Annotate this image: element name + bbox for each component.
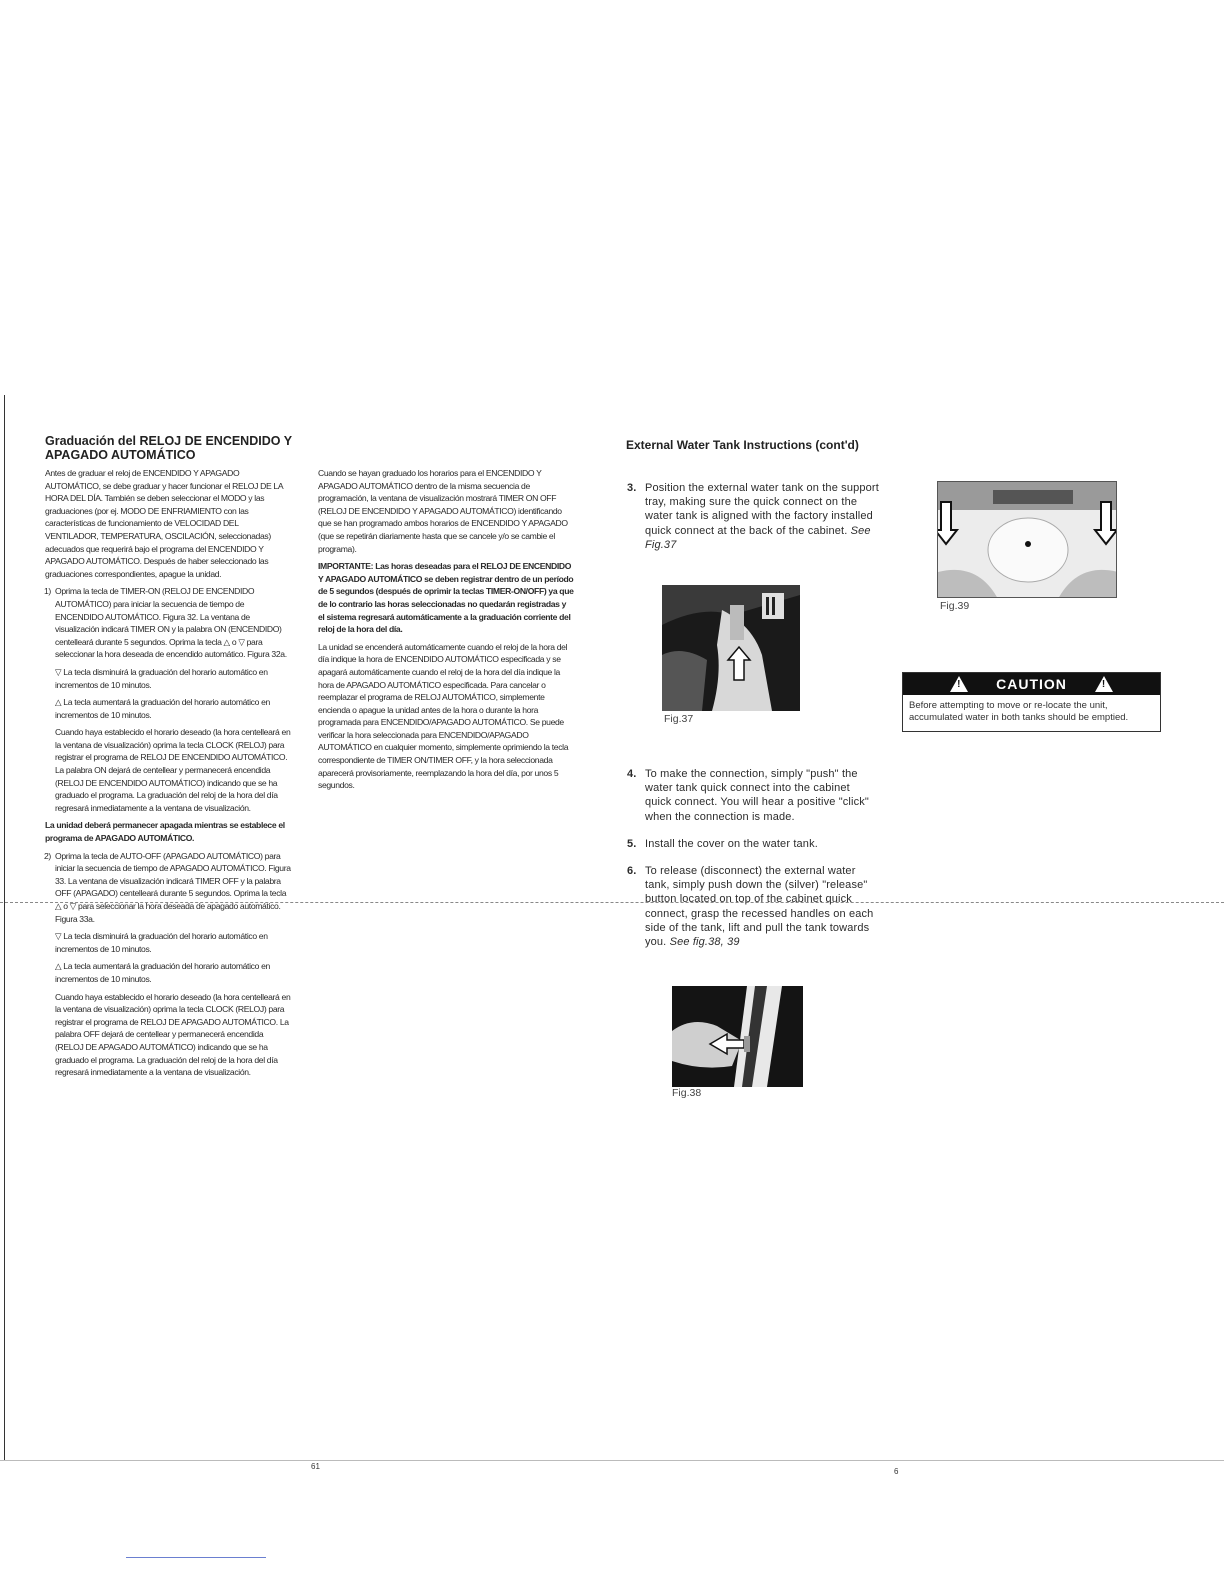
- step-5-text: Install the cover on the water tank.: [645, 837, 818, 850]
- fig37-illustration: [662, 585, 800, 711]
- english-page-number: 6: [894, 1467, 899, 1476]
- spanish-step-2-after: Cuando haya establecido el horario deseado (la hora centelleará en la ventana de visualización) oprima la tecla CLOCK (RELOJ) para registrar el programa de RELOJ DE APAGADO AUTOMÁTICO. La palabra OFF dejará de centellear y permanecerá encendida (RELOJ DE APAGADO AUTOMÁTICO) indicando que se ha graduado el programa. La graduación del reloj de la hora del día regresará inmediatamente a la ventana de visualización.: [55, 991, 291, 1078]
- step-4-text: To make the connection, simply "push" the water tank quick connect into the cabinet quick connect. You will hear a positive "click" when the connection is made.: [645, 768, 869, 823]
- spanish-step-2-text: Oprima la tecla de AUTO-OFF (APAGADO AUTOMÁTICO) para iniciar la secuencia de tiempo de APAGADO AUTOMÁTICO. Figura 33. La ventana de visualización indicará TIMER OFF y la palabra OFF (APAGADO) centelleará durante 5 segundos. Oprima la tecla △ o ▽ para seleccionar la hora deseada de apagado automático. Figura 33a.: [55, 850, 291, 924]
- fig39-photo: [937, 481, 1117, 598]
- spanish-column-1: [45, 467, 293, 1084]
- caution-box: [902, 672, 1161, 732]
- spanish-title-line1: Graduación del RELOJ DE ENCENDIDO Y: [45, 434, 293, 448]
- step-4: [627, 767, 879, 824]
- spanish-intro: Antes de graduar el reloj de ENCENDIDO Y APAGADO AUTOMÁTICO, se debe graduar y hacer funcionar el RELOJ DE LA HORA DEL DÍA. También se deben seleccionar el MODO y las graduaciones (por ej. MODO DE ENFRIAMIENTO con las características de funcionamiento de VELOCIDAD DEL VENTILADOR, TEMPERATURA, OSCILACIÓN, seleccionadas) adecuados que requerirá bajo el programa del ENCENDIDO Y APAGADO AUTOMÁTICO. Después de haber seleccionado las graduaciones correspondientes, apague la unidad.: [45, 468, 283, 579]
- step-6-ref: See fig.38, 39: [669, 936, 740, 949]
- english-section-title: External Water Tank Instructions (cont'd): [626, 438, 859, 452]
- spanish-col2-paragraph-1: Cuando se hayan graduado los horarios para el ENCENDIDO Y APAGADO AUTOMÁTICO dentro de la misma secuencia de programación, la ventana de visualización mostrará TIMER ON OFF (RELOJ DE ENCENDIDO Y APAGADO AUTOMÁTICO) identificando que se han programado ambos horarios de ENCENDIDO Y APAGADO (que se repetirán diariamente hasta que se cancele y/o se cambie el programa).: [318, 468, 568, 554]
- step-3-text: Position the external water tank on the support tray, making sure the quick connect on the water tank is aligned with the factory installed quick connect at the back of the cabinet.: [645, 482, 879, 537]
- step-3: [627, 481, 879, 552]
- spanish-col2-paragraph-3: La unidad se encenderá automáticamente cuando el reloj de la hora del día indique la hora de ENCENDIDO AUTOMÁTICO especificada y se apagará automáticamente cuando el reloj de la hora del día indique la hora de APAGADO AUTOMÁTICO especificada. Para cancelar o reemplazar el programa de RELOJ AUTOMÁTICO, simplemente encienda o apague la unidad antes de la hora o durante la hora programada para ENCENDIDO/APAGADO AUTOMÁTICO. Se puede verificar la hora seleccionada para ENCENDIDO/APAGADO AUTOMÁTICO en cualquier momento, simplemente oprimiendo la tecla correspondiente de TIMER ON/TIMER OFF, y la hora seleccionada aparecerá provisoriamente, reemplazando la hora del día, por unos 5 segundos.: [318, 641, 569, 791]
- step-6: [627, 864, 879, 949]
- fig37-caption: Fig.37: [664, 713, 694, 725]
- english-step-3: [627, 481, 879, 552]
- step-3-ref: See Fig.37: [645, 524, 871, 551]
- spanish-page-number: 61: [311, 1462, 320, 1471]
- fig38-illustration: [672, 986, 803, 1087]
- left-edge-line: [4, 395, 5, 1460]
- fig37-photo: [662, 585, 800, 711]
- spanish-section-title: [45, 434, 335, 462]
- spanish-step-1-number: 1): [44, 586, 51, 597]
- fig38-caption: Fig.38: [672, 1087, 702, 1099]
- spanish-step-1-down: ▽ La tecla disminuirá la graduación del horario automático en incrementos de 10 minutos.: [55, 666, 268, 690]
- spanish-step-2-down: ▽ La tecla disminuirá la graduación del horario automático en incrementos de 10 minutos.: [55, 931, 268, 954]
- spanish-step-1-text: Oprima la tecla de TIMER-ON (RELOJ DE ENCENDIDO AUTOMÁTICO) para iniciar la secuencia de tiempo de ENCENDIDO AUTOMÁTICO. Figura 32. La ventana de visualización indicará TIMER ON y la palabra ON (ENCENDIDO) centelleará durante 5 segundos. Oprima la tecla △ o ▽ para seleccionar la hora deseada de encendido automático. Figura 32a.: [55, 586, 287, 660]
- warning-icon: !: [1095, 676, 1113, 692]
- fig39-caption: Fig.39: [940, 600, 970, 612]
- step-4-number: 4.: [627, 768, 637, 780]
- spanish-step-1-after: Cuando haya establecido el horario deseado (la hora centelleará en la ventana de visualización) oprima la tecla CLOCK (RELOJ) para registrar el programa de RELOJ DE ENCENDIDO AUTOMÁTICO. La palabra ON dejará de centellear y permanecerá encendida (RELOJ DE ENCENDIDO AUTOMÁTICO) indicando que se ha graduado el programa. La graduación del reloj de la hora del día regresará inmediatamente a la ventana de visualización.: [55, 727, 291, 813]
- caution-label: CAUTION: [996, 676, 1067, 692]
- spanish-step-2: [45, 850, 293, 1079]
- fig39-illustration: [938, 482, 1117, 598]
- spanish-note-off: [45, 819, 293, 844]
- spanish-important-note: [318, 560, 574, 636]
- step-3-number: 3.: [627, 482, 637, 494]
- caution-header: [903, 673, 1160, 695]
- spanish-column-2: [318, 467, 574, 797]
- spanish-step-1: [45, 585, 293, 814]
- bottom-edge-line: [0, 1460, 1224, 1461]
- spanish-step-2-up: △ La tecla aumentará la graduación del horario automático en incrementos de 10 minutos.: [55, 961, 270, 984]
- spanish-note-off-text: La unidad deberá permanecer apagada mientras se establece el programa de APAGADO AUTOMÁTICO.: [45, 820, 285, 844]
- step-6-number: 6.: [627, 865, 637, 878]
- spanish-step-1-up: △ La tecla aumentará la graduación del horario automático en incrementos de 10 minutos.: [55, 697, 270, 720]
- fig38-photo: [672, 986, 803, 1087]
- spanish-step-2-number: 2): [44, 850, 51, 861]
- caution-text: Before attempting to move or re-locate the unit, accumulated water in both tanks should be emptied.: [909, 700, 1129, 723]
- step-5-number: 5.: [627, 837, 637, 850]
- step-6-text: To release (disconnect) the external water tank, simply push down the (silver) "release" button located on top of the cabinet quick connect, grasp the recessed handles on each side of the tank, lift and pull the tank towards you.: [645, 865, 874, 949]
- english-steps-4-6: [627, 767, 879, 949]
- spanish-title-line2: APAGADO AUTOMÁTICO: [45, 448, 196, 462]
- step-5: [627, 837, 879, 851]
- spanish-important-text: IMPORTANTE: Las horas deseadas para el RELOJ DE ENCENDIDO Y APAGADO AUTOMÁTICO se deben registrar dentro de un período de 5 segundos (después de oprimir la teclas TIMER-ON/OFF) ya que de lo contrario las horas seleccionadas no quedarán registradas y el sistema regresará automáticamente a la graduación corriente del reloj de la hora del día.: [318, 561, 574, 635]
- warning-icon: !: [950, 676, 968, 692]
- blue-underline-mark: [126, 1557, 266, 1558]
